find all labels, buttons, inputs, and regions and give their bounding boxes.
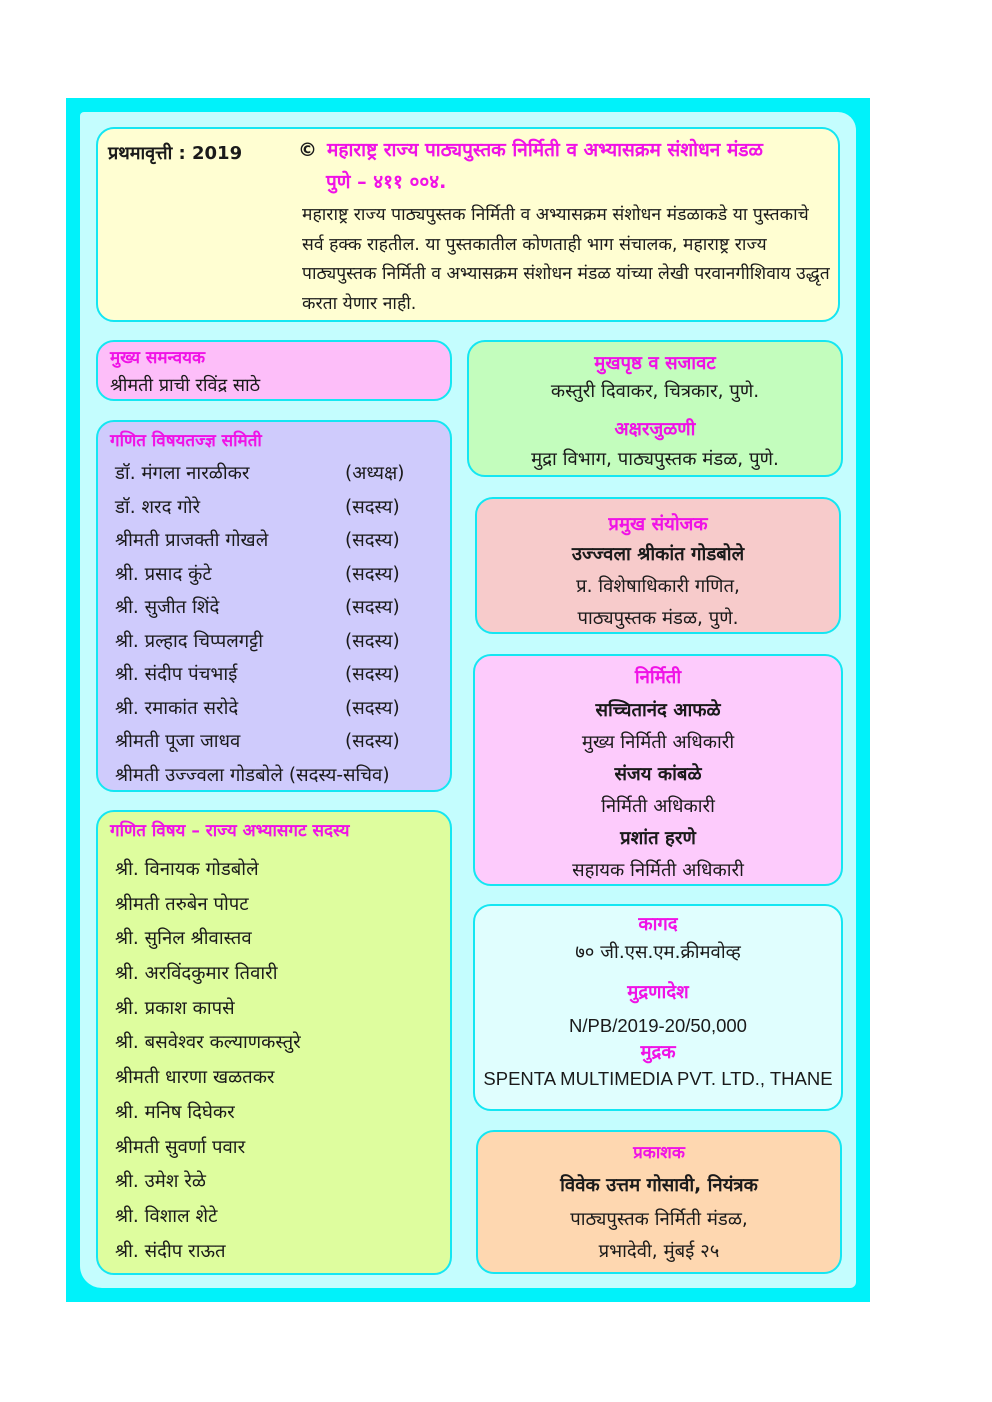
member-name: श्री. रमाकांत सरोदे bbox=[115, 697, 239, 719]
list-item bbox=[115, 764, 390, 798]
member-name: श्रीमती पूजा जाधव bbox=[115, 731, 241, 752]
main-coordinator-title: प्रमुख संयोजक bbox=[608, 514, 708, 535]
print-order-value: N/PB/2019-20/50,000 bbox=[569, 1015, 747, 1036]
production-box bbox=[473, 654, 843, 886]
expert-committee-box bbox=[96, 420, 452, 792]
chief-coordinator-name: श्रीमती प्राची रविंद्र साठे bbox=[110, 375, 261, 396]
publisher-name: विवेक उत्तम गोसावी, नियंत्रक bbox=[560, 1175, 758, 1196]
member-role: (सदस्य) bbox=[345, 630, 400, 652]
publisher-box bbox=[476, 1130, 842, 1274]
copyright-city: पुणे – ४११ ००४. bbox=[326, 171, 447, 193]
paper-printing-stack bbox=[475, 911, 841, 1089]
production-title: निर्मिती bbox=[634, 667, 682, 688]
list-item: श्रीमती सुवर्णा पवार bbox=[115, 1136, 246, 1158]
paper-value: ७० जी.एस.एम.क्रीमवोव्ह bbox=[575, 942, 741, 963]
member-name: श्रीमती प्राजक्ती गोखले bbox=[115, 530, 269, 551]
copyright-icon: © bbox=[298, 139, 317, 161]
production-line: सहायक निर्मिती अधिकारी bbox=[572, 860, 744, 881]
member-role: (अध्यक्ष) bbox=[345, 463, 405, 484]
main-coordinator-designation: प्र. विशेषाधिकारी गणित, bbox=[576, 576, 740, 597]
member-role: (सदस्य) bbox=[345, 597, 400, 618]
member-name: श्री. सुजीत शिंदे bbox=[115, 597, 220, 618]
rights-notice: महाराष्ट्र राज्य पाठ्यपुस्तक निर्मिती व अभ्यासक्रम संशोधन मंडळाकडे या पुस्तकाचे सर्व हक्क राहतील. या पुस्तकातील कोणताही भाग संचालक, महाराष्ट्र राज्य पाठ्यपुस्तक निर्मिती व अभ्यासक्रम संशोधन मंडळ यांच्या लेखी परवानगीशिवाय उद्धृत करता येणार नाही. bbox=[302, 205, 830, 314]
chief-coordinator-title: मुख्य समन्वयक bbox=[110, 348, 205, 368]
member-name: श्री. प्रल्हाद चिप्पलगट्टी bbox=[115, 630, 264, 652]
cover-design-stack bbox=[469, 350, 841, 471]
list-item: श्री. सुनिल श्रीवास्तव bbox=[115, 928, 252, 950]
member-role: (सदस्य) bbox=[345, 563, 400, 585]
list-item: श्री. संदीप राऊत bbox=[115, 1240, 226, 1262]
copyright-line bbox=[298, 139, 763, 161]
paper-title: कागद bbox=[638, 914, 678, 935]
list-item bbox=[115, 697, 400, 731]
member-role: (सदस्य) bbox=[345, 530, 400, 551]
list-item: श्री. अरविंदकुमार तिवारी bbox=[115, 963, 278, 985]
list-item: श्री. विनायक गोडबोले bbox=[115, 859, 259, 880]
list-item bbox=[115, 496, 400, 530]
print-order-title: मुद्रणादेश bbox=[627, 982, 689, 1003]
production-line: प्रशांत हरणे bbox=[620, 828, 696, 849]
list-item bbox=[115, 462, 405, 496]
list-item: श्रीमती तरुबेन पोपट bbox=[115, 893, 249, 915]
publisher-address: प्रभादेवी, मुंबई २५ bbox=[598, 1241, 720, 1262]
main-coordinator-name: उज्ज्वला श्रीकांत गोडबोले bbox=[571, 544, 745, 565]
publisher-office: पाठ्यपुस्तक निर्मिती मंडळ, bbox=[570, 1209, 748, 1230]
cover-design-box bbox=[467, 340, 843, 477]
member-name: श्री. प्रसाद कुंटे bbox=[115, 563, 212, 585]
main-coordinator-box bbox=[475, 497, 841, 634]
list-item bbox=[115, 663, 400, 697]
study-group-box bbox=[96, 810, 452, 1275]
copyright-box bbox=[96, 127, 840, 322]
list-item: श्री. बसवेश्वर कल्याणकस्तुरे bbox=[115, 1032, 301, 1054]
list-item bbox=[115, 596, 400, 630]
list-item bbox=[115, 529, 400, 563]
paper-printing-box bbox=[473, 904, 843, 1111]
list-item: श्री. उमेश रेळे bbox=[115, 1171, 206, 1193]
member-role: (सदस्य) bbox=[345, 731, 400, 752]
expert-committee-list bbox=[115, 462, 405, 797]
member-name: श्री. संदीप पंचभाई bbox=[115, 664, 238, 685]
main-coordinator-office: पाठ्यपुस्तक मंडळ, पुणे. bbox=[577, 608, 739, 629]
copyright-owner: महाराष्ट्र राज्य पाठ्यपुस्तक निर्मिती व अभ्यासक्रम संशोधन मंडळ bbox=[327, 139, 763, 161]
production-line: मुख्य निर्मिती अधिकारी bbox=[581, 732, 735, 753]
study-group-title: गणित विषय – राज्य अभ्यासगट सदस्य bbox=[110, 821, 350, 841]
study-group-list bbox=[115, 858, 301, 1274]
member-name: डॉ. शरद गोरे bbox=[115, 496, 201, 518]
printer-value: SPENTA MULTIMEDIA PVT. LTD., THANE bbox=[483, 1068, 833, 1089]
member-role: (सदस्य) bbox=[345, 496, 400, 518]
list-item bbox=[115, 630, 400, 664]
printer-title: मुद्रक bbox=[640, 1042, 676, 1063]
publisher-title: प्रकाशक bbox=[633, 1143, 685, 1163]
main-coordinator-stack bbox=[477, 511, 839, 630]
edition-label: प्रथमावृत्ती : 2019 bbox=[108, 143, 243, 164]
cover-design-credit: कस्तुरी दिवाकर, चित्रकार, पुणे. bbox=[550, 381, 760, 402]
cover-design-title: मुखपृष्ठ व सजावट bbox=[594, 353, 716, 374]
member-role: (सदस्य) bbox=[345, 664, 400, 685]
expert-committee-title: गणित विषयतज्ज्ञ समिती bbox=[110, 431, 262, 451]
list-item bbox=[115, 563, 400, 597]
list-item: श्री. मनिष दिघेकर bbox=[115, 1101, 235, 1123]
list-item: श्री. प्रकाश कापसे bbox=[115, 997, 235, 1019]
publisher-stack bbox=[478, 1140, 840, 1263]
list-item: श्री. विशाल शेटे bbox=[115, 1205, 218, 1227]
member-name: श्रीमती उज्ज्वला गोडबोले (सदस्य-सचिव) bbox=[115, 764, 390, 786]
member-name: डॉ. मंगला नारळीकर bbox=[115, 463, 250, 484]
production-line: सच्चितानंद आफळे bbox=[595, 700, 721, 721]
production-line: निर्मिती अधिकारी bbox=[601, 796, 715, 817]
chief-coordinator-box bbox=[96, 340, 452, 401]
typesetting-credit: मुद्रा विभाग, पाठ्यपुस्तक मंडळ, पुणे. bbox=[531, 449, 779, 470]
production-stack bbox=[475, 664, 841, 882]
production-line: संजय कांबळे bbox=[614, 764, 702, 785]
typesetting-title: अक्षरजुळणी bbox=[614, 419, 696, 440]
list-item bbox=[115, 730, 400, 764]
list-item: श्रीमती धारणा खळतकर bbox=[115, 1067, 275, 1089]
member-role: (सदस्य) bbox=[345, 697, 400, 719]
